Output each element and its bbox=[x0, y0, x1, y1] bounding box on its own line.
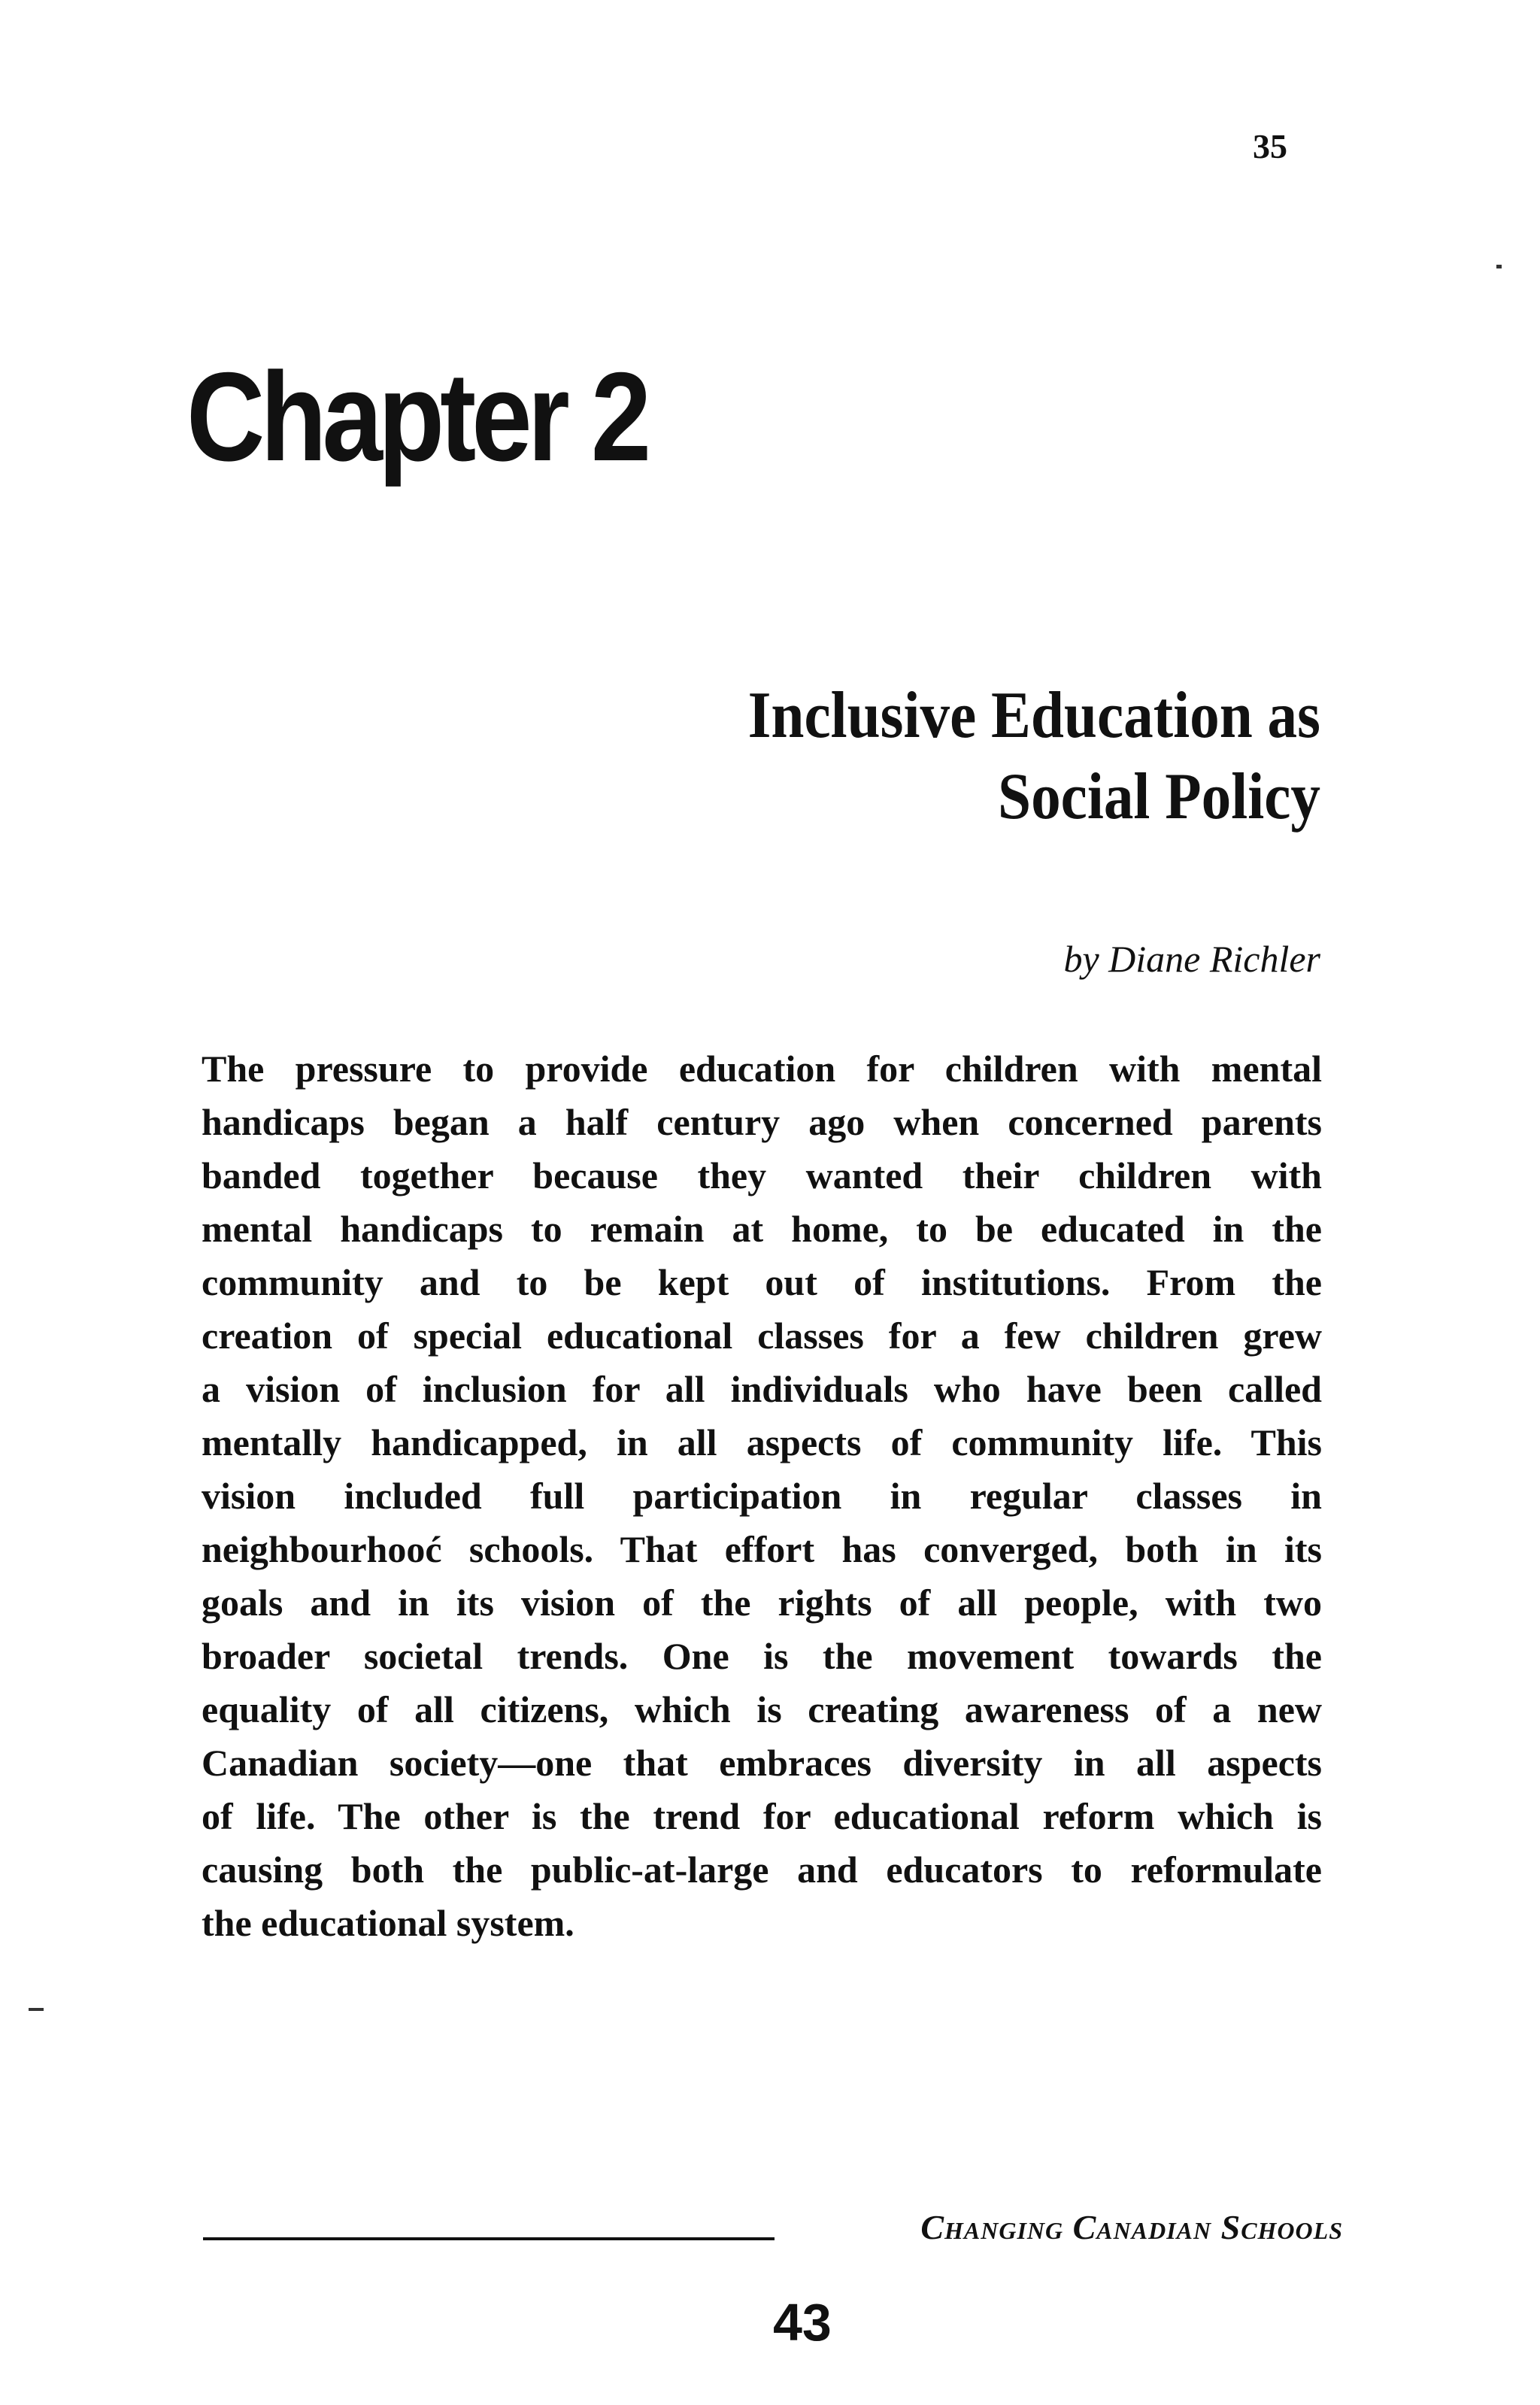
page-number: 35 bbox=[1253, 127, 1287, 165]
body-line: broader societal trends. One is the movement towards the bbox=[202, 1635, 1322, 1677]
chapter-title-line: Social Policy bbox=[998, 760, 1320, 833]
author-byline: by Diane Richler bbox=[1063, 938, 1320, 980]
body-line: creation of special educational classes for a few children grew bbox=[202, 1315, 1322, 1357]
body-line: neighbourhooć schools. That effort has converged, both in its bbox=[202, 1528, 1322, 1570]
body-line: of life. The other is the trend for educational reform which is bbox=[202, 1795, 1322, 1837]
body-line: The pressure to provide education for children with mental bbox=[202, 1048, 1322, 1090]
footer-rule bbox=[203, 2237, 775, 2240]
folio-number: 43 bbox=[773, 2293, 832, 2352]
chapter-heading: Chapter 2 bbox=[186, 346, 647, 487]
body-line: a vision of inclusion for all individuals who have been called bbox=[202, 1368, 1322, 1410]
body-line: goals and in its vision of the rights of all people, with two bbox=[202, 1582, 1322, 1624]
body-line: mentally handicapped, in all aspects of community life. This bbox=[202, 1421, 1322, 1463]
body-line: community and to be kept out of institutions. From the bbox=[202, 1261, 1322, 1303]
body-paragraph bbox=[202, 1042, 1322, 1950]
body-line: Canadian society—one that embraces diversity in all aspects bbox=[202, 1742, 1322, 1784]
chapter-title bbox=[748, 675, 1320, 838]
body-line: banded together because they wanted their children with bbox=[202, 1154, 1322, 1196]
scan-speck bbox=[1496, 265, 1502, 268]
body-line: equality of all citizens, which is creating awareness of a new bbox=[202, 1688, 1322, 1730]
body-line: the educational system. bbox=[202, 1902, 574, 1944]
body-line: mental handicaps to remain at home, to be educated in the bbox=[202, 1208, 1322, 1250]
body-line: vision included full participation in regular classes in bbox=[202, 1475, 1322, 1517]
chapter-title-line: Inclusive Education as bbox=[747, 679, 1320, 752]
body-line: handicaps began a half century ago when concerned parents bbox=[202, 1101, 1322, 1143]
body-line: causing both the public-at-large and educators to reformulate bbox=[202, 1848, 1322, 1891]
footer-book-title: Changing Canadian Schools bbox=[920, 2208, 1343, 2246]
scan-speck bbox=[29, 2008, 44, 2011]
